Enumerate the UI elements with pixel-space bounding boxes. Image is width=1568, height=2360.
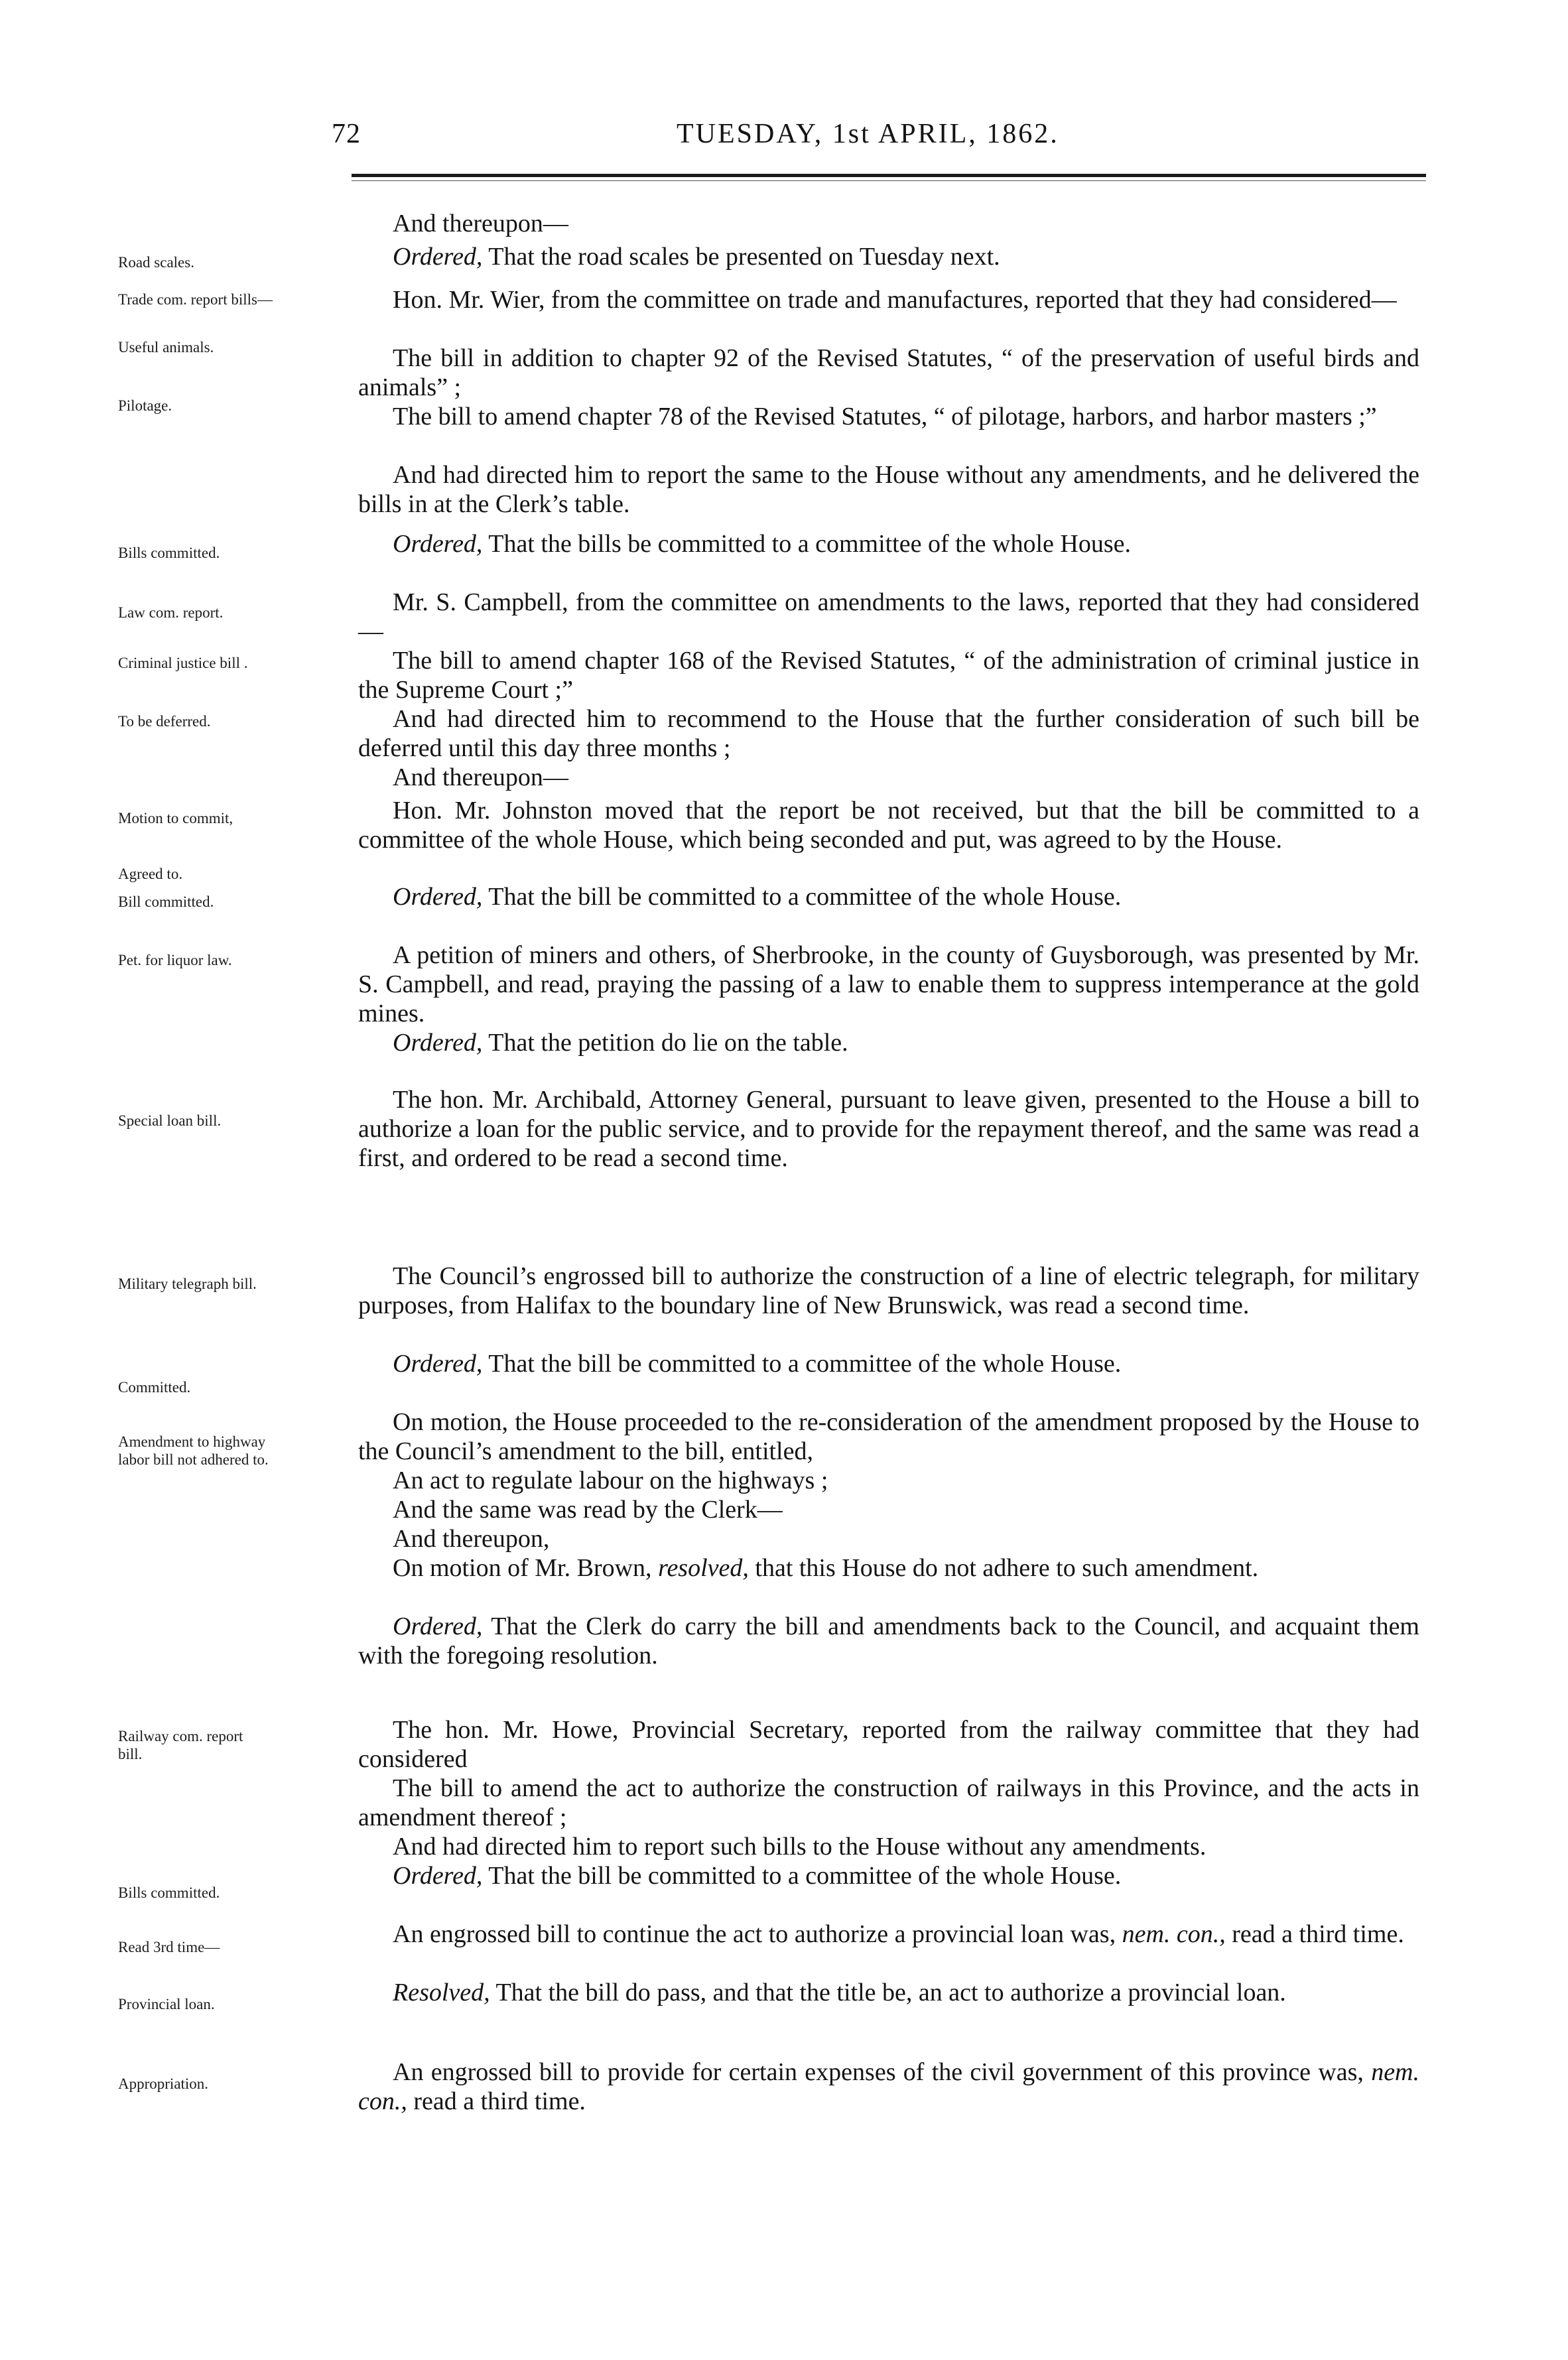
paragraph: And had directed him to recommend to the House that the further consideration of such bill be deferred until this day three months ;: [358, 705, 1419, 762]
italic-ordered: Ordered,: [393, 1029, 483, 1057]
margin-note-to-be-deferred: To be deferred.: [118, 713, 211, 730]
margin-note-committed: Committed.: [118, 1379, 191, 1396]
paragraph-ordered: [358, 1612, 1419, 1670]
margin-note-appropriation: Appropriation.: [118, 2075, 209, 2092]
paragraph: And had directed him to report such bills to the House without any amendments.: [393, 1833, 1207, 1861]
paragraph: Mr. S. Campbell, from the committee on amendments to the laws, reported that they had considered—: [358, 588, 1419, 645]
page-header: [332, 118, 1426, 158]
margin-note-railway-com: Railway com. report bill.: [118, 1728, 243, 1762]
italic-ordered: Ordered,: [393, 1350, 483, 1378]
paragraph: A petition of miners and others, of Sherbrooke, in the county of Guysborough, was presented by Mr. S. Campbell, and read, praying the passing of a law to enable them to suppress intemperance at the gold mines.: [358, 941, 1419, 1027]
margin-note-trade-com: Trade com. report bills—: [118, 291, 273, 308]
text: That the Clerk do carry the bill and amendments back to the Council, and acquaint them with the foregoing resolution.: [358, 1612, 1419, 1670]
italic-resolved: Resolved,: [393, 1979, 490, 2006]
page-number: 72: [332, 119, 361, 149]
paragraph: Hon. Mr. Johnston moved that the report be not received, but that the bill be committed to a committee of the whole House, which being seconded and put, was agreed to by the House.: [358, 797, 1419, 854]
paragraph: The hon. Mr. Archibald, Attorney General, pursuant to leave given, presented to the House a bill to authorize a loan for the public service, and to provide for the repayment thereof, and the same was read a first, and ordered to be read a second time.: [358, 1086, 1419, 1172]
paragraph: And thereupon—: [393, 763, 568, 791]
margin-note-road-scales: Road scales.: [118, 254, 194, 271]
margin-note-agreed-to: Agreed to.: [118, 866, 183, 882]
paragraph: An act to regulate labour on the highways ;: [393, 1467, 828, 1494]
paragraph-ordered: [393, 882, 1419, 911]
text: read a third time.: [407, 2087, 586, 2115]
text: that this House do not adhere to such amendment.: [748, 1554, 1259, 1582]
paragraph: The bill to amend chapter 78 of the Revised Statutes, “ of pilotage, harbors, and harbor masters ;”: [393, 403, 1377, 430]
italic-ordered: Ordered,: [393, 883, 483, 911]
italic-nem-con: nem. con.,: [358, 2058, 1419, 2115]
paragraph: And had directed him to report the same to the House without any amendments, and he delivered the bills in at the Clerk’s table.: [358, 461, 1419, 518]
text: That the bills be committed to a committee of the whole House.: [482, 530, 1132, 558]
text: An engrossed bill to provide for certain expenses of the civil government of this province was,: [393, 2058, 1372, 2086]
paragraph: And the same was read by the Clerk—: [393, 1496, 783, 1524]
margin-note-pet-liquor: Pet. for liquor law.: [118, 952, 232, 968]
margin-note-criminal-justice: Criminal justice bill .: [118, 655, 248, 671]
text: That the road scales be presented on Tuesday next.: [482, 243, 1000, 271]
text: That the bill be committed to a committee of the whole House.: [482, 1862, 1122, 1890]
paragraph: The bill to amend the act to authorize the construction of railways in this Province, and the acts in amendment thereof ;: [358, 1774, 1419, 1831]
paragraph: The bill in addition to chapter 92 of the Revised Statutes, “ of the preservation of useful birds and animals” ;: [358, 344, 1419, 401]
header-rule-thin: [352, 180, 1426, 181]
paragraph: [358, 1920, 1419, 1949]
text: read a third time.: [1225, 1920, 1404, 1948]
paragraph-ordered: [393, 242, 1419, 271]
margin-note-law-com: Law com. report.: [118, 604, 224, 621]
paragraph: The bill to amend chapter 168 of the Revised Statutes, “ of the administration of criminal justice in the Supreme Court ;”: [358, 647, 1419, 704]
paragraph: The Council’s engrossed bill to authorize the construction of a line of electric telegraph, for military purposes, from Halifax to the boundary line of New Brunswick, was read a second time.: [358, 1262, 1419, 1319]
paragraph: And thereupon—: [393, 210, 568, 237]
running-head: TUESDAY, 1st APRIL, 1862.: [677, 119, 1059, 149]
margin-note-provincial-loan: Provincial loan.: [118, 1996, 215, 2012]
paragraph: And thereupon,: [393, 1525, 550, 1553]
margin-note-special-loan: Special loan bill.: [118, 1112, 222, 1129]
margin-note-motion-to-commit: Motion to commit,: [118, 810, 233, 826]
margin-note-read-3rd: Read 3rd time—: [118, 1939, 220, 1955]
margin-note-bills-committed-2: Bills committed.: [118, 1884, 220, 1901]
text: That the bill do pass, and that the title be, an act to authorize a provincial loan.: [490, 1979, 1286, 2006]
text: That the petition do lie on the table.: [482, 1029, 848, 1057]
paragraph-ordered: [393, 1028, 1419, 1057]
paragraph-ordered: [393, 529, 1419, 558]
paragraph: On motion, the House proceeded to the re-consideration of the amendment proposed by the House to the Council’s amendment to the bill, entitled,: [358, 1408, 1419, 1465]
text: That the bill be committed to a committee of the whole House.: [482, 1350, 1122, 1378]
margin-note-bill-committed: Bill committed.: [118, 893, 214, 910]
italic-ordered: Ordered,: [393, 1862, 483, 1890]
italic-nem-con: nem. con.,: [1122, 1920, 1226, 1948]
paragraph-resolved: [358, 1978, 1419, 2007]
margin-note-military-telegraph: Military telegraph bill.: [118, 1276, 257, 1292]
text: On motion of Mr. Brown,: [393, 1554, 659, 1582]
italic-ordered: Ordered,: [393, 1612, 483, 1640]
paragraph: The hon. Mr. Howe, Provincial Secretary, reported from the railway committee that they had considered: [358, 1716, 1419, 1773]
paragraph: Hon. Mr. Wier, from the committee on trade and manufactures, reported that they had considered—: [393, 286, 1397, 314]
margin-note-useful-animals: Useful animals.: [118, 339, 214, 356]
paragraph-ordered: [393, 1349, 1419, 1378]
italic-ordered: Ordered,: [393, 530, 483, 558]
italic-ordered: Ordered,: [393, 243, 483, 271]
paragraph: [358, 2058, 1419, 2116]
paragraph-ordered: [393, 1861, 1419, 1890]
paragraph-resolved: [358, 1553, 1419, 1583]
text: That the bill be committed to a committee of the whole House.: [482, 883, 1122, 911]
italic-resolved: resolved,: [658, 1554, 749, 1582]
margin-note-amendment-highway: Amendment to highway labor bill not adhered to.: [118, 1433, 269, 1468]
header-rule: [352, 174, 1426, 177]
text: An engrossed bill to continue the act to authorize a provincial loan was,: [393, 1920, 1122, 1948]
margin-note-bills-committed: Bills committed.: [118, 545, 220, 561]
margin-note-pilotage: Pilotage.: [118, 397, 172, 414]
